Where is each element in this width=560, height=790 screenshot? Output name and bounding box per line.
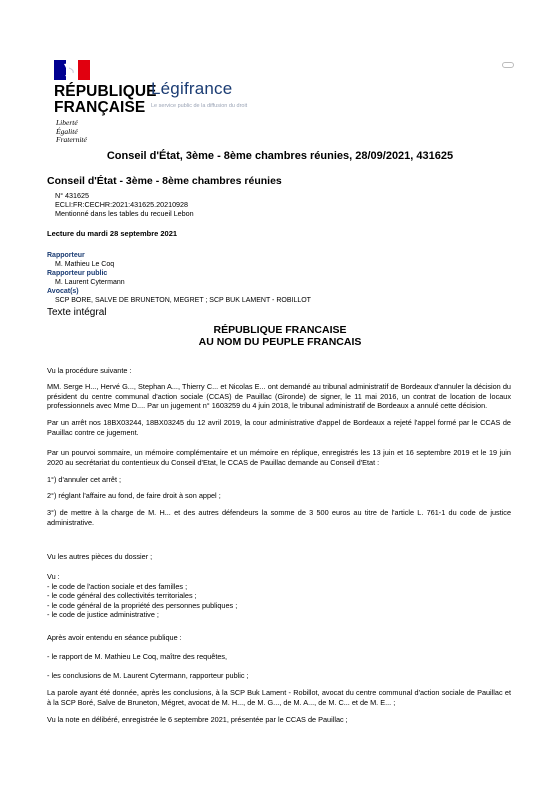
rapporteur-name: M. Mathieu Le Coq (55, 261, 115, 268)
republique-label: RÉPUBLIQUE (54, 83, 157, 100)
reading-date: Lecture du mardi 28 septembre 2021 (47, 229, 178, 238)
republique-heading-line1: RÉPUBLIQUE FRANCAISE (213, 324, 347, 336)
jurisdiction-title: Conseil d'État - 3ème - 8ème chambres réunies (47, 175, 282, 187)
decision-title: Conseil d'État, 3ème - 8ème chambres réunies, 28/09/2021, 431625 (106, 150, 454, 162)
paragraph-pieces: Vu les autres pièces du dossier ; (47, 552, 153, 561)
paragraph-arret: Par un arrêt nos 18BX03244, 18BX03245 du 12 avril 2019, la cour administrative d'appel de Bordeaux a rejeté l'appel formé par le CCAS de Pauillac contre ce jugement. (47, 418, 511, 437)
paragraph-procedure: Vu la procédure suivante : (47, 366, 132, 375)
paragraph-seance: Après avoir entendu en séance publique : (47, 633, 182, 642)
texte-integral-heading: Texte intégral (47, 307, 107, 318)
page-corner-mark (502, 62, 514, 68)
paragraph-demande: MM. Serge H..., Hervé G..., Stephan A..., Thierry C... et Nicolas E... ont demandé au tribunal administratif de Bordeaux d'annuler la décision du président du centre communal d'action sociale (CCAS) de Pauillac (Gironde) de signer, le 11 mai 2016, un contrat de location de locaux professionnels avec Mme D.... Par un jugement n° 1603259 du 4 juin 2018, le tribunal administratif de Bordeaux a annulé cette décision. (47, 382, 511, 410)
rapporteur-public-name: M. Laurent Cytermann (55, 279, 125, 286)
motto-liberte: Liberté (56, 118, 78, 127)
visa-list (47, 572, 511, 620)
ecli-identifier: ECLI:FR:CECHR:2021:431625.20210928 (55, 200, 189, 209)
paragraph-conclusion-3: 3°) de mettre à la charge de M. H... et des autres défendeurs la somme de 3 500 euros au titre de l'article L. 761-1 du code de justice administrative. (47, 508, 511, 527)
list-item: - le code général de la propriété des personnes publiques ; (47, 600, 238, 610)
motto-egalite: Égalité (56, 126, 78, 136)
paragraph-pourvoi: Par un pourvoi sommaire, un mémoire complémentaire et un mémoire en réplique, enregistrés les 13 juin et 16 septembre 2019 et le 19 juin 2020 au secrétariat du contentieux du Conseil d'Etat, le CCAS de Pauillac demande au Conseil d'Etat : (47, 448, 511, 467)
decision-metadata (55, 191, 194, 218)
republique-heading-line2: AU NOM DU PEUPLE FRANCAIS (198, 336, 362, 348)
paragraph-note-deliberee: Vu la note en délibéré, enregistrée le 6 septembre 2021, présentée par le CCAS de Pauillac ; (47, 715, 348, 724)
motto (56, 119, 87, 145)
decision-number: N° 431625 (55, 191, 90, 200)
paragraph-conclusions: - les conclusions de M. Laurent Cytermann, rapporteur public ; (47, 671, 249, 680)
list-item: - le code général des collectivités territoriales ; (47, 591, 197, 600)
paragraph-parole: La parole ayant été donnée, après les conclusions, à la SCP Buk Lament - Robillot, avocat du centre communal d'action sociale de Pauillac et à la SCP Boré, Salve de Bruneton, Mégret, avocat de M. H..., de M. G..., de M. A..., de M. C... et de M. E... ; (47, 688, 511, 707)
legifrance-tagline: Le service public de la diffusion du droit (151, 103, 248, 109)
francaise-label: FRANÇAISE (54, 99, 146, 116)
visa-list-heading: Vu : (47, 572, 60, 581)
rapporteur-label: Rapporteur (47, 252, 85, 259)
motto-fraternite: Fraternité (56, 135, 87, 144)
marianne-icon (54, 60, 90, 80)
paragraph-rapport: - le rapport de M. Mathieu Le Coq, maître des requêtes, (47, 652, 228, 661)
paragraph-conclusion-2: 2°) réglant l'affaire au fond, de faire droit à son appel ; (47, 491, 221, 500)
list-item: - le code de justice administrative ; (47, 610, 159, 619)
legifrance-logo-text[interactable]: Légifrance (151, 79, 233, 98)
rapporteur-public-label: Rapporteur public (47, 270, 108, 277)
republique-francaise-logo (54, 56, 314, 142)
avocats-names: SCP BORE, SALVE DE BRUNETON, MEGRET ; SCP BUK LAMENT - ROBILLOT (55, 297, 311, 304)
avocats-label: Avocat(s) (47, 288, 79, 295)
republique-heading (0, 324, 560, 348)
list-item: - le code de l'action sociale et des familles ; (47, 581, 188, 591)
paragraph-conclusion-1: 1°) d'annuler cet arrêt ; (47, 475, 122, 484)
lebon-mention: Mentionné dans les tables du recueil Lebon (55, 209, 194, 218)
